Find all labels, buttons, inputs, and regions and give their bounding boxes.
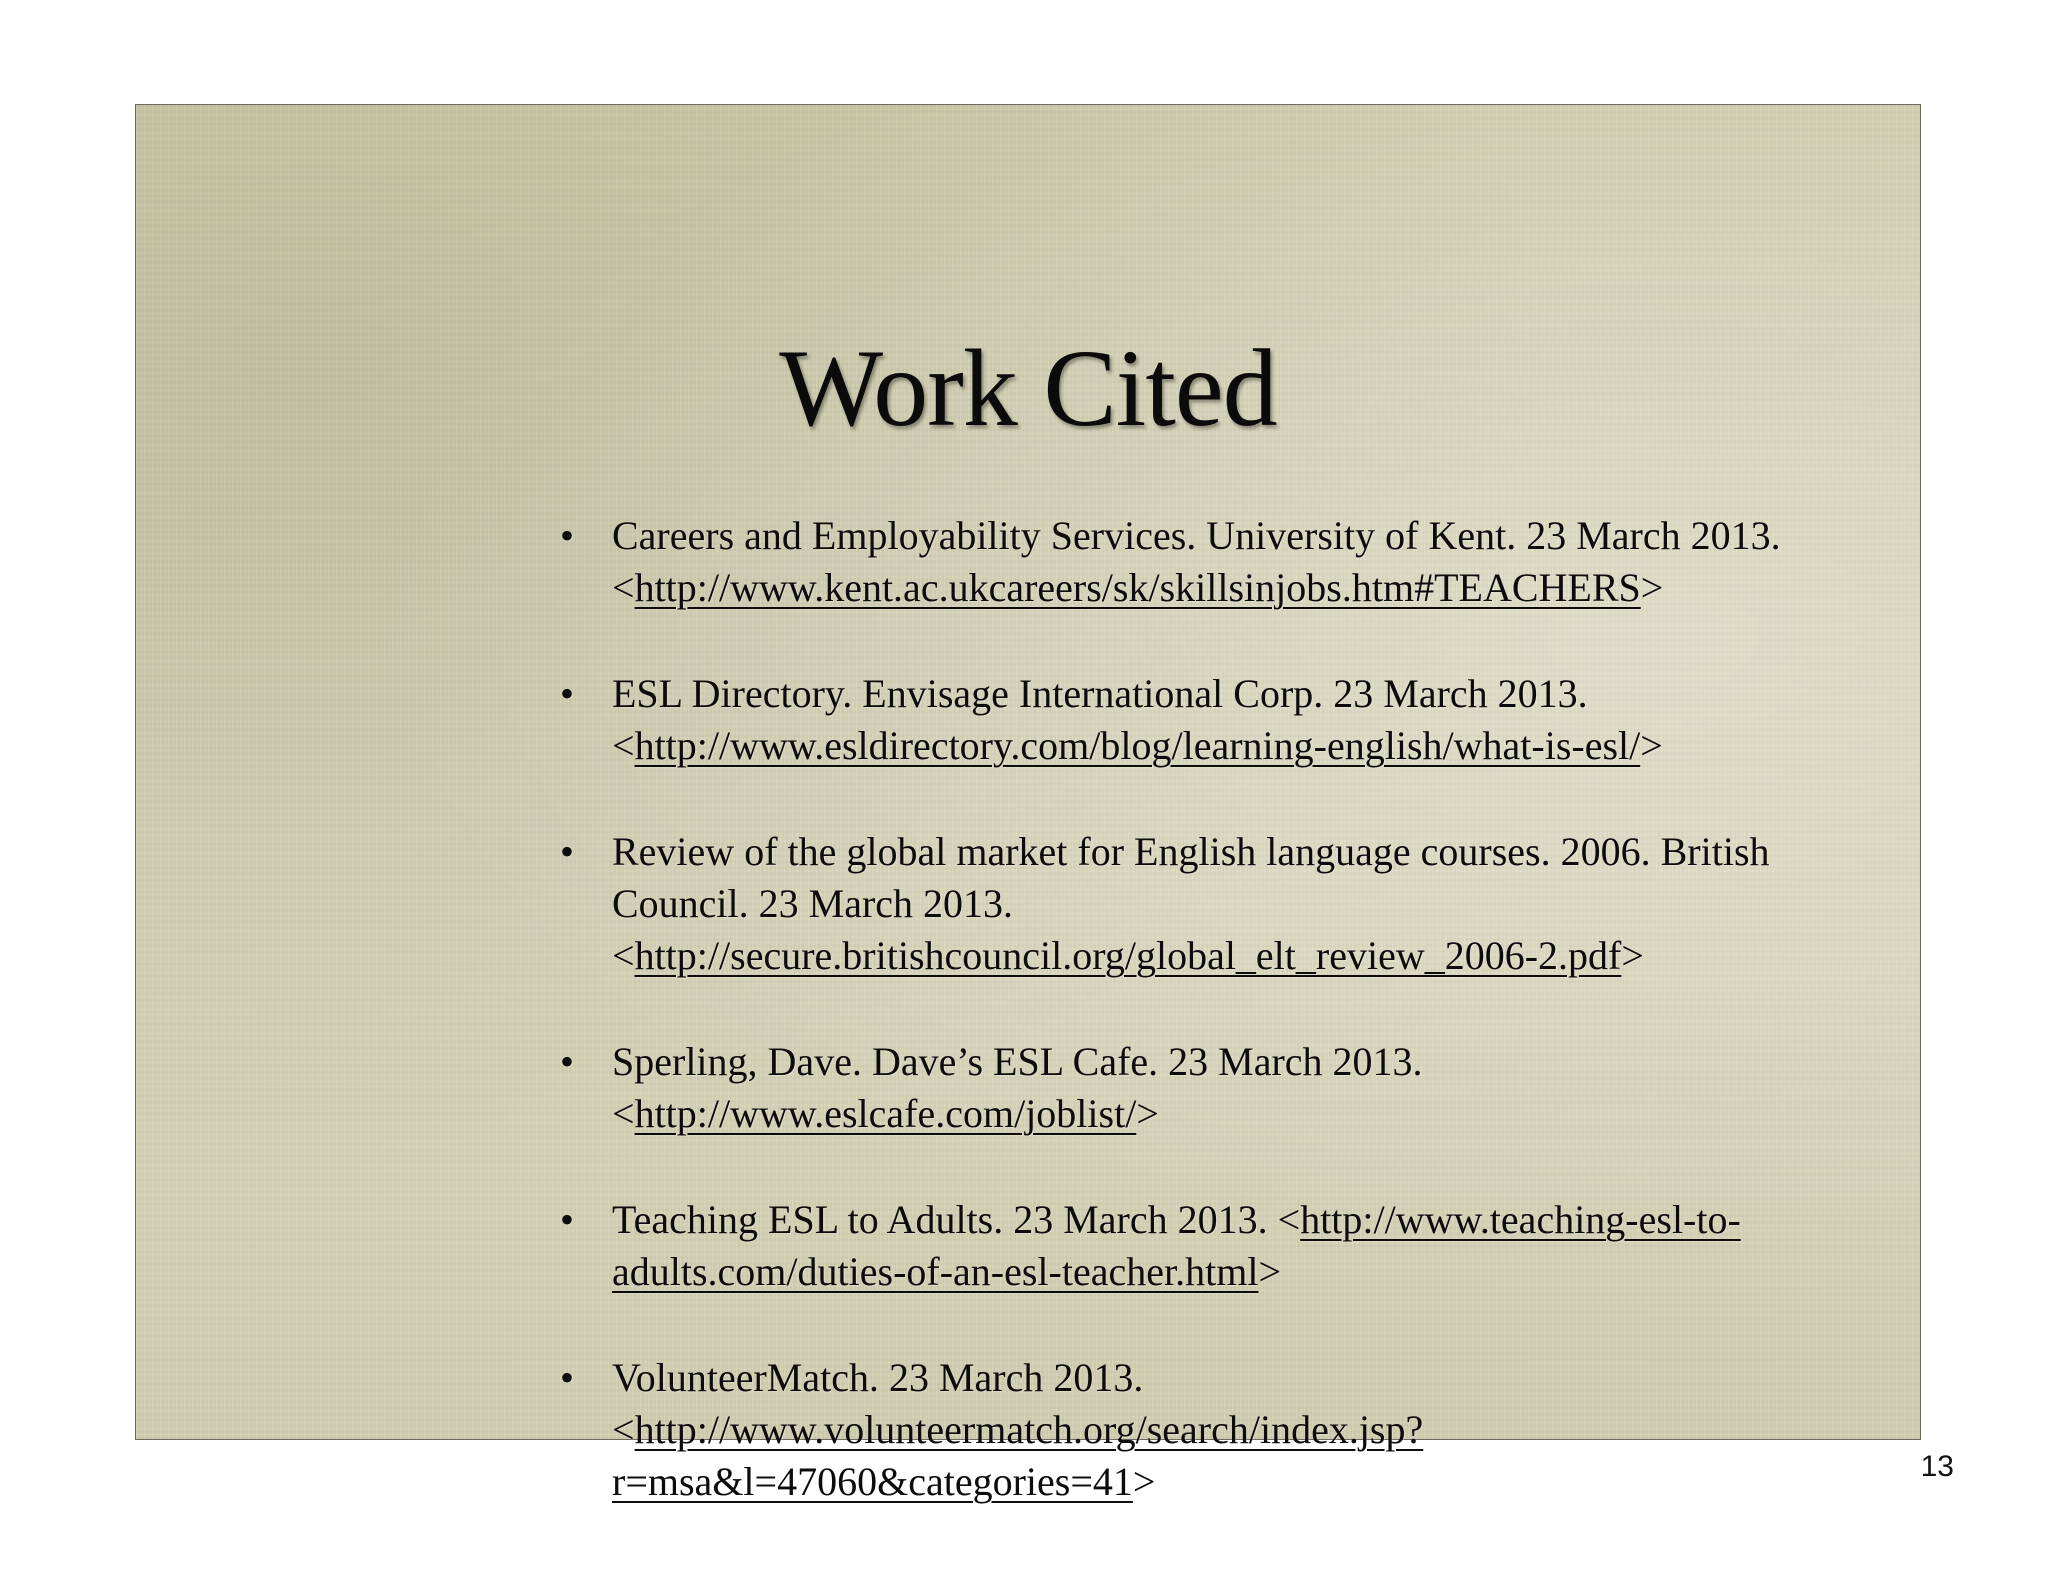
reference-text: Teaching ESL to Adults. 23 March 2013. < xyxy=(612,1197,1301,1242)
reference-link[interactable]: http://www.eslcafe.com/joblist/ xyxy=(634,1091,1137,1136)
bullet-icon: • xyxy=(560,1197,575,1242)
reference-text: ESL Directory. Envisage International Corp. 23 March 2013. < xyxy=(612,671,1588,768)
bullet-icon: • xyxy=(560,1355,575,1400)
reference-list xyxy=(560,510,1906,1562)
slide-title: Work Cited xyxy=(779,327,1277,449)
reference-link[interactable]: http://www.kent.ac.ukcareers/sk/skillsinjobs.htm#TEACHERS xyxy=(634,565,1641,610)
reference-suffix: > xyxy=(1621,933,1644,978)
reference-link[interactable]: http://www.teaching-esl-to-adults.com/duties-of-an-esl-teacher.html xyxy=(612,1197,1741,1294)
page-number: 13 xyxy=(1920,1450,1954,1483)
bullet-icon: • xyxy=(560,513,575,558)
reference-link[interactable]: http://www.volunteermatch.org/search/index.jsp?r=msa&l=47060&categories=41 xyxy=(612,1407,1424,1504)
reference-item xyxy=(560,510,1906,614)
reference-suffix: > xyxy=(1132,1459,1156,1504)
reference-item xyxy=(560,1036,1906,1140)
reference-link[interactable]: http://www.esldirectory.com/blog/learning-english/what-is-esl/ xyxy=(634,723,1641,768)
reference-text: Review of the global market for English language courses. 2006. British Council. 23 March 2013. < xyxy=(612,829,1770,978)
bullet-icon: • xyxy=(560,671,575,716)
reference-suffix: > xyxy=(1640,723,1663,768)
reference-suffix: > xyxy=(1640,565,1664,610)
slide xyxy=(135,104,1921,1504)
bullet-icon: • xyxy=(560,829,575,874)
reference-item xyxy=(560,826,1906,982)
reference-item xyxy=(560,1352,1906,1508)
reference-item xyxy=(560,668,1906,772)
reference-text: Sperling, Dave. Dave’s ESL Cafe. 23 March 2013. < xyxy=(612,1039,1423,1136)
reference-text: VolunteerMatch. 23 March 2013. < xyxy=(612,1355,1144,1452)
reference-suffix: > xyxy=(1258,1249,1282,1294)
reference-link[interactable]: http://secure.britishcouncil.org/global_elt_review_2006-2.pdf xyxy=(634,933,1622,978)
bullet-icon: • xyxy=(560,1039,575,1084)
reference-text: Careers and Employability Services. University of Kent. 23 March 2013. < xyxy=(612,513,1781,610)
reference-suffix: > xyxy=(1136,1091,1159,1136)
reference-item xyxy=(560,1194,1906,1298)
